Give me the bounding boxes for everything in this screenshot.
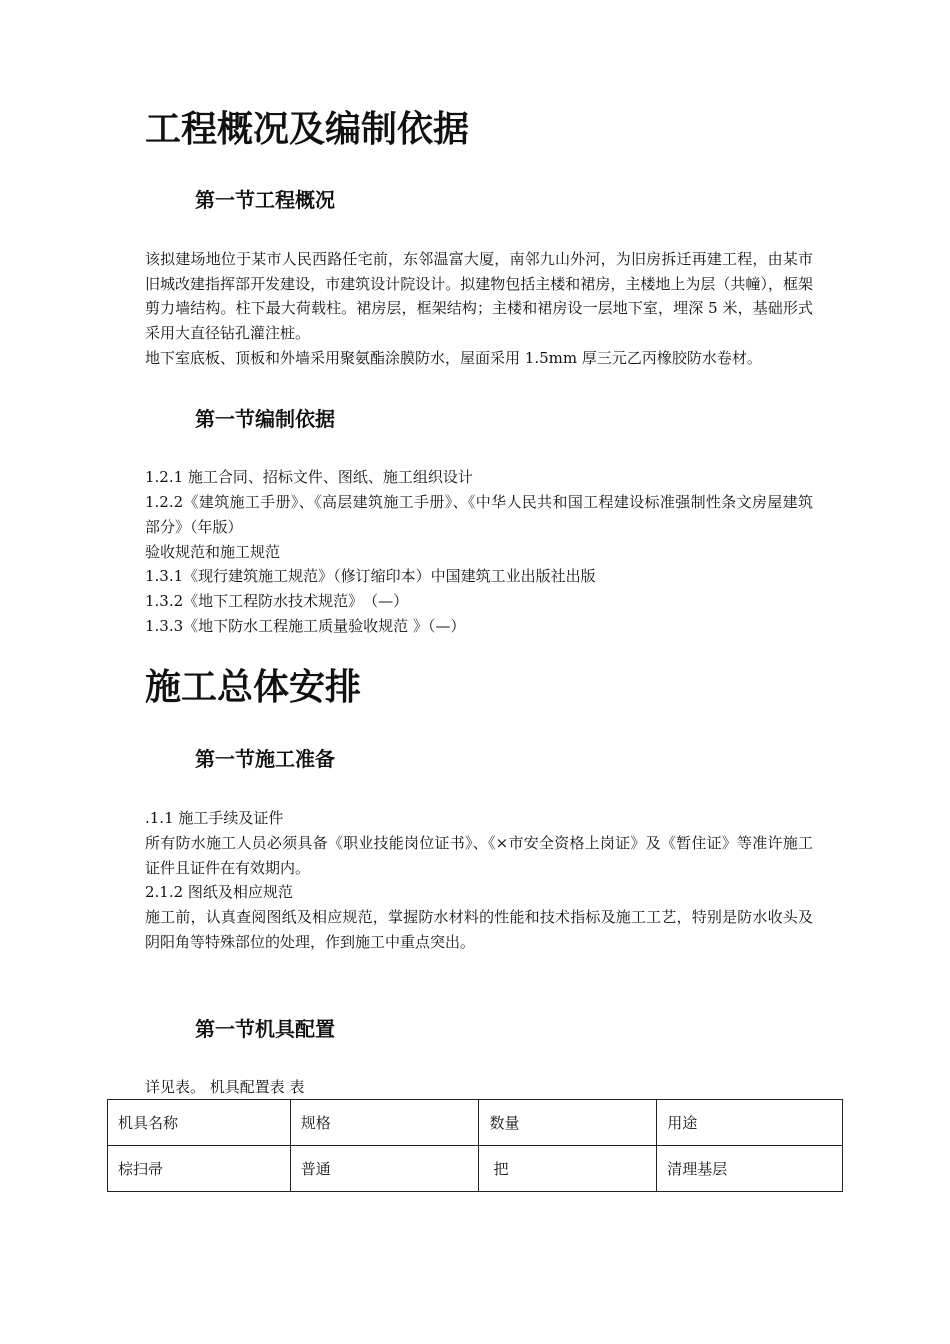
waterproofing-paragraph: 地下室底板、顶板和外墙采用聚氨酯涂膜防水，屋面采用 1.5mm 厚三元乙丙橡胶防水卷材。 — [145, 349, 762, 367]
section-title-machines: 第一节机具配置 — [195, 1017, 335, 1041]
table-caption: 详见表。 机具配置表 表 — [145, 1078, 305, 1096]
table-header-cell: 机具名称 — [108, 1100, 291, 1146]
preparation-item: 所有防水施工人员必须具备《职业技能岗位证书》、《×市安全资格上岗证》及《暂住证》等准许施工证件且证件在有效期内。 — [145, 834, 813, 877]
basis-item: 1.3.1《现行建筑施工规范》（修订缩印本）中国建筑工业出版社出版 — [145, 567, 596, 585]
section-title-preparation: 第一节施工准备 — [195, 747, 335, 771]
preparation-item: 施工前，认真查阅图纸及相应规范，掌握防水材料的性能和技术指标及施工工艺，特别是防水收头及阴阳角等特殊部位的处理，作到施工中重点突出。 — [145, 908, 813, 951]
table-cell: 清理基层 — [657, 1146, 843, 1192]
chapter-title-arrangement: 施工总体安排 — [145, 667, 362, 708]
preparation-item: .1.1 施工手续及证件 — [145, 809, 284, 827]
preparation-item: 2.1.2 图纸及相应规范 — [145, 883, 293, 901]
section-title-basis: 第一节编制依据 — [195, 407, 335, 431]
basis-item: 验收规范和施工规范 — [145, 543, 281, 561]
chapter-title-overview: 工程概况及编制依据 — [145, 109, 470, 150]
table-cell: 棕扫帚 — [108, 1146, 291, 1192]
overview-paragraph: 该拟建场地位于某市人民西路任宅前，东邻温富大厦，南邻九山外河，为旧房拆迁再建工程，由某市旧城改建指挥部开发建设，市建筑设计院设计。拟建物包括主楼和裙房，主楼地上为层（共幢），框架剪力墙结构。柱下最大荷载柱。裙房层，框架结构；主楼和裙房设一层地下室，埋深 5 米，基础形式采用大直径钻孔灌注桩。 — [145, 250, 813, 342]
basis-item: 1.2.2《建筑施工手册》、《高层建筑施工手册》、《中华人民共和国工程建设标准强制性条文房屋建筑部分》（年版） — [145, 493, 813, 536]
machines-table — [107, 1099, 843, 1192]
table-cell: 普通 — [290, 1146, 479, 1192]
table-header-cell: 用途 — [657, 1100, 843, 1146]
basis-item: 1.2.1 施工合同、招标文件、图纸、施工组织设计 — [145, 468, 473, 486]
basis-item: 1.3.3《地下防水工程施工质量验收规范 》（—） — [145, 617, 466, 635]
table-header-cell: 数量 — [479, 1100, 657, 1146]
table-row — [108, 1146, 843, 1192]
table-header-row — [108, 1100, 843, 1146]
section-title-overview: 第一节工程概况 — [195, 188, 335, 212]
basis-item: 1.3.2《地下工程防水技术规范》 （—） — [145, 592, 409, 610]
table-header-cell: 规格 — [290, 1100, 479, 1146]
table-cell: 把 — [479, 1146, 657, 1192]
